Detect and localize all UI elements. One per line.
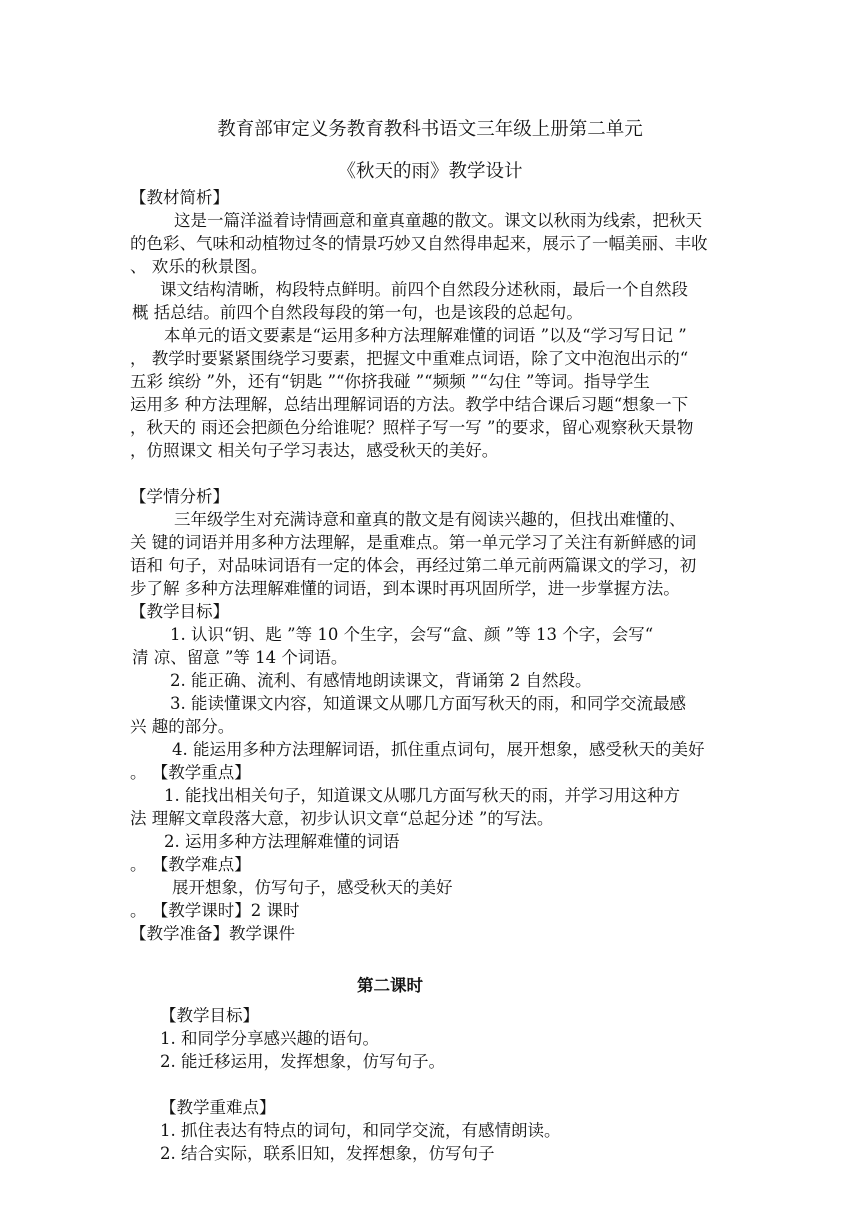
list-item: 2. 结合实际，联系旧知，发挥想象，仿写句子 [160,1144,495,1163]
list-item: 2. 能正确、流利、有感情地朗读课文，背诵第 2 自然段。 [170,671,592,690]
paragraph-line: ， 教学时要紧紧围绕学习要素，把握文中重难点词语，除了文中泡泡出示的“ [130,349,689,368]
section-heading-difficulties: 。 【教学难点】 [130,855,251,874]
paragraph-line: 、 欢乐的秋景图。 [130,257,268,276]
list-item: 2. 能迁移运用，发挥想象，仿写句子。 [160,1052,445,1071]
list-item: 1. 抓住表达有特点的词句，和同学交流，有感情朗读。 [160,1121,561,1140]
paragraph-line: 本单元的语文要素是“运用多种方法理解难懂的词语 ”以及“学习写日记 ” [164,326,687,345]
list-item: 4. 能运用多种方法理解词语，抓住重点词句，展开想象，感受秋天的美好 [172,740,705,759]
lesson-heading: 第二课时 [357,976,423,995]
paragraph-line: 语和 句子，对品味词语有一定的体会，再经过第二单元前两篇课文的学习，初 [130,556,697,575]
section-heading-material: 【教材简析】 [130,188,229,207]
section-heading-key-points: 。 【教学重点】 [130,763,251,782]
paragraph-line: 展开想象，仿写句子，感受秋天的美好 [172,878,453,897]
paragraph-line: 五彩 缤纷 ”外，还有“钥匙 ”“你挤我碰 ”“频频 ”“勾住 ”等词。指导学生 [130,372,650,391]
section-heading-objectives: 【教学目标】 [130,602,229,621]
document-subtitle: 《秋天的雨》教学设计 [337,161,523,182]
paragraph-line: 运用多 种方法理解，总结出理解词语的方法。教学中结合课后习题“想象一下 [130,395,689,414]
list-item-continuation: 兴 趣的部分。 [130,717,235,736]
section-heading-preparation: 【教学准备】教学课件 [130,924,295,943]
list-item-continuation: 法 理解文章段落大意，初步认识文章“总起分述 ”的写法。 [130,809,554,828]
lesson-section-objectives: 【教学目标】 [160,1006,259,1025]
paragraph-line: 三年级学生对充满诗意和童真的散文是有阅读兴趣的，但找出难懂的、 [174,510,686,529]
paragraph-line: 关 键的词语并用多种方法理解，是重难点。第一单元学习了关注有新鲜感的词 [130,533,697,552]
paragraph-line: 这是一篇洋溢着诗情画意和童真童趣的散文。课文以秋雨为线索，把秋天 [174,211,702,230]
list-item-continuation: 清 凉、留意 ”等 14 个词语。 [132,648,348,667]
paragraph-line: 概 括总结。前四个自然段每段的第一句，也是该段的总起句。 [132,303,583,322]
paragraph-line: ，仿照课文 相关句子学习表达，感受秋天的美好。 [130,441,499,460]
list-item: 1. 和同学分享感兴趣的语句。 [160,1029,379,1048]
section-heading-periods: 。 【教学课时】2 课时 [130,901,300,920]
document-title: 教育部审定义务教育教科书语文三年级上册第二单元 [217,119,643,140]
lesson-section-key-difficulties: 【教学重难点】 [160,1098,276,1117]
paragraph-line: 的色彩、气味和动植物过冬的情景巧妙又自然得串起来，展示了一幅美丽、丰收 [130,234,708,253]
paragraph-line: 课文结构清晰，构段特点鲜明。前四个自然段分述秋雨，最后一个自然段 [160,280,688,299]
list-item: 1. 认识“钥、匙 ”等 10 个生字，会写“盒、颜 ”等 13 个字，会写“ [170,625,654,644]
section-heading-students: 【学情分析】 [130,487,229,506]
paragraph-line: 步了解 多种方法理解难懂的词语，到本课时再巩固所学，进一步掌握方法。 [130,579,680,598]
list-item: 2. 运用多种方法理解难懂的词语 [164,832,400,851]
paragraph-line: ，秋天的 雨还会把颜色分给谁呢？照样子写一写 ”的要求，留心观察秋天景物 [130,418,694,437]
list-item: 1. 能找出相关句子，知道课文从哪几方面写秋天的雨，并学习用这种方 [164,786,680,805]
list-item: 3. 能读懂课文内容，知道课文从哪几方面写秋天的雨，和同学交流最感 [170,694,686,713]
